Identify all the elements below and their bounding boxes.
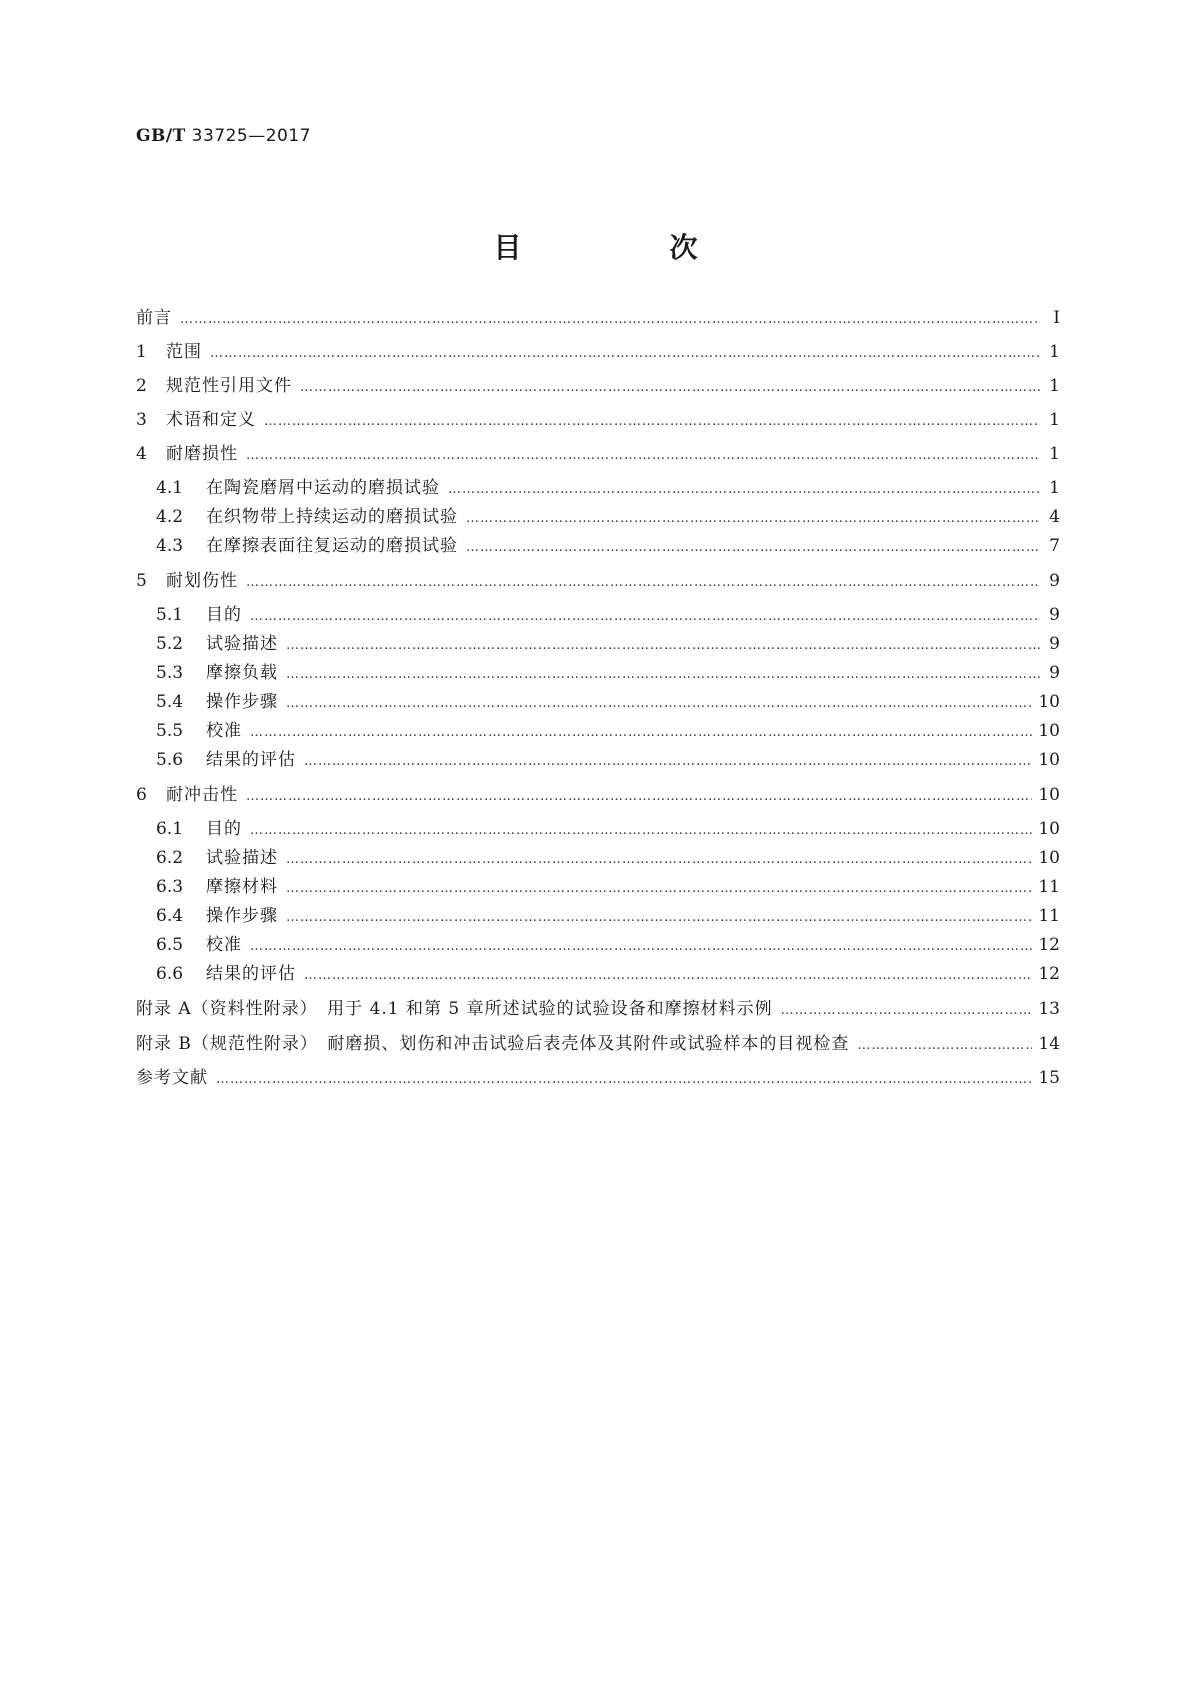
toc-entry[interactable] bbox=[136, 1063, 1060, 1093]
toc-leader-dots bbox=[448, 475, 1040, 505]
toc-entry[interactable] bbox=[156, 629, 1060, 659]
toc-leader-dots bbox=[286, 903, 1032, 933]
toc-entry[interactable] bbox=[136, 439, 1060, 469]
toc-leader-dots bbox=[246, 441, 1040, 471]
toc-entry-page: 1 bbox=[1049, 342, 1060, 362]
toc-entry-label: 附录 B（规范性附录） 耐磨损、划伤和冲击试验后表壳体及其附件或试验样本的目视检查 bbox=[136, 1034, 850, 1054]
toc-leader-dots bbox=[264, 407, 1040, 437]
toc-entry-number: 6.2 bbox=[156, 848, 184, 868]
toc-entry-page: 1 bbox=[1049, 376, 1060, 396]
toc-entry-page: 10 bbox=[1038, 721, 1060, 741]
toc-leader-dots bbox=[781, 996, 1033, 1026]
toc-entry-page: 12 bbox=[1038, 964, 1060, 984]
toc-entry[interactable] bbox=[156, 473, 1060, 503]
standard-number: 33725—2017 bbox=[191, 126, 311, 146]
toc-entry-page: 15 bbox=[1038, 1068, 1060, 1088]
toc-entry-page: 11 bbox=[1038, 877, 1060, 897]
toc-entry[interactable] bbox=[136, 994, 1060, 1024]
toc-entry-page: 9 bbox=[1049, 663, 1060, 683]
toc-entry-page: 4 bbox=[1049, 507, 1060, 527]
toc-entry-number: 3 bbox=[136, 410, 147, 430]
toc-entry-label: 结果的评估 bbox=[206, 964, 296, 984]
toc-entry-page: 11 bbox=[1038, 906, 1060, 926]
toc-entry-number: 5.4 bbox=[156, 692, 184, 712]
toc-entry[interactable] bbox=[156, 687, 1060, 717]
toc-entry-number: 6.4 bbox=[156, 906, 184, 926]
toc-entry-label: 目的 bbox=[206, 605, 242, 625]
toc-leader-dots bbox=[250, 932, 1032, 962]
toc-entry-number: 1 bbox=[136, 342, 147, 362]
toc-entry-label: 前言 bbox=[136, 308, 172, 328]
toc-entry[interactable] bbox=[156, 959, 1060, 989]
toc-entry[interactable] bbox=[136, 566, 1060, 596]
toc-entry[interactable] bbox=[156, 600, 1060, 630]
toc-entry-number: 6.5 bbox=[156, 935, 184, 955]
toc-leader-dots bbox=[286, 689, 1032, 719]
toc-entry-page: 10 bbox=[1038, 848, 1060, 868]
toc-leader-dots bbox=[286, 660, 1040, 690]
toc-entry-label: 校准 bbox=[206, 721, 242, 741]
toc-leader-dots bbox=[246, 568, 1040, 598]
toc-leader-dots bbox=[246, 782, 1032, 812]
toc-entry-number: 4.2 bbox=[156, 507, 184, 527]
toc-leader-dots bbox=[304, 747, 1032, 777]
toc-leader-dots bbox=[857, 1031, 1032, 1061]
toc-entry-page: 12 bbox=[1038, 935, 1060, 955]
toc-entry-number: 4.3 bbox=[156, 536, 184, 556]
toc-entry-label: 操作步骤 bbox=[206, 906, 278, 926]
toc-leader-dots bbox=[250, 602, 1040, 632]
toc-entry[interactable] bbox=[156, 872, 1060, 902]
toc-entry-number: 6.6 bbox=[156, 964, 184, 984]
toc-entry-page: 1 bbox=[1049, 478, 1060, 498]
toc-leader-dots bbox=[180, 305, 1040, 335]
toc-entry[interactable] bbox=[156, 930, 1060, 960]
toc-entry[interactable] bbox=[136, 1029, 1060, 1059]
toc-entry-label: 校准 bbox=[206, 935, 242, 955]
table-of-contents bbox=[136, 0, 1060, 1684]
toc-entry-number: 6 bbox=[136, 785, 147, 805]
toc-entry-page: 7 bbox=[1049, 536, 1060, 556]
toc-entry-page: 10 bbox=[1038, 819, 1060, 839]
toc-entry-page: 1 bbox=[1049, 444, 1060, 464]
toc-entry-label: 试验描述 bbox=[206, 634, 278, 654]
toc-entry-label: 参考文献 bbox=[136, 1068, 208, 1088]
toc-entry-label: 在陶瓷磨屑中运动的磨损试验 bbox=[206, 478, 440, 498]
toc-entry-number: 2 bbox=[136, 376, 147, 396]
toc-entry-label: 结果的评估 bbox=[206, 750, 296, 770]
toc-entry[interactable] bbox=[156, 502, 1060, 532]
toc-entry[interactable] bbox=[136, 780, 1060, 810]
toc-entry-page: 10 bbox=[1038, 692, 1060, 712]
toc-entry-number: 5.1 bbox=[156, 605, 184, 625]
toc-leader-dots bbox=[304, 961, 1032, 991]
toc-entry-number: 5.5 bbox=[156, 721, 184, 741]
toc-entry[interactable] bbox=[156, 901, 1060, 931]
toc-entry-number: 4.1 bbox=[156, 478, 184, 498]
toc-entry[interactable] bbox=[156, 843, 1060, 873]
toc-entry-page: 9 bbox=[1049, 571, 1060, 591]
toc-leader-dots bbox=[466, 504, 1040, 534]
toc-entry-label: 耐划伤性 bbox=[166, 571, 238, 591]
toc-entry[interactable] bbox=[156, 745, 1060, 775]
toc-entry-label: 在摩擦表面往复运动的磨损试验 bbox=[206, 536, 458, 556]
toc-entry-label: 试验描述 bbox=[206, 848, 278, 868]
toc-leader-dots bbox=[210, 339, 1040, 369]
toc-entry-label: 操作步骤 bbox=[206, 692, 278, 712]
toc-entry-page: 13 bbox=[1038, 999, 1060, 1019]
toc-entry-page: 10 bbox=[1038, 750, 1060, 770]
toc-leader-dots bbox=[286, 631, 1040, 661]
toc-entry-label: 附录 A（资料性附录） 用于 4.1 和第 5 章所述试验的试验设备和摩擦材料示例 bbox=[136, 999, 773, 1019]
toc-entry[interactable] bbox=[136, 337, 1060, 367]
toc-entry[interactable] bbox=[136, 371, 1060, 401]
page-title: 目 次 bbox=[493, 231, 758, 264]
toc-entry-page: Ⅰ bbox=[1053, 308, 1060, 328]
toc-leader-dots bbox=[466, 533, 1040, 563]
toc-entry-label: 目的 bbox=[206, 819, 242, 839]
toc-entry[interactable] bbox=[156, 531, 1060, 561]
toc-entry-page: 10 bbox=[1038, 785, 1060, 805]
toc-entry-label: 在织物带上持续运动的磨损试验 bbox=[206, 507, 458, 527]
toc-entry-label: 耐磨损性 bbox=[166, 444, 238, 464]
toc-entry-label: 规范性引用文件 bbox=[166, 376, 292, 396]
toc-entry[interactable] bbox=[136, 303, 1060, 333]
toc-entry-number: 4 bbox=[136, 444, 147, 464]
toc-entry-page: 14 bbox=[1038, 1034, 1060, 1054]
toc-leader-dots bbox=[216, 1065, 1032, 1095]
toc-entry-number: 5.6 bbox=[156, 750, 184, 770]
toc-leader-dots bbox=[250, 718, 1032, 748]
toc-entry-page: 9 bbox=[1049, 605, 1060, 625]
toc-entry-number: 6.1 bbox=[156, 819, 184, 839]
toc-entry-number: 5.3 bbox=[156, 663, 184, 683]
toc-leader-dots bbox=[286, 874, 1032, 904]
toc-entry-label: 术语和定义 bbox=[166, 410, 256, 430]
toc-entry-label: 摩擦负载 bbox=[206, 663, 278, 683]
toc-entry-number: 6.3 bbox=[156, 877, 184, 897]
toc-entry-label: 耐冲击性 bbox=[166, 785, 238, 805]
standard-prefix: GB/T bbox=[136, 126, 186, 146]
toc-entry[interactable] bbox=[156, 716, 1060, 746]
toc-entry-page: 1 bbox=[1049, 410, 1060, 430]
toc-entry[interactable] bbox=[156, 814, 1060, 844]
toc-leader-dots bbox=[286, 845, 1032, 875]
toc-entry-page: 9 bbox=[1049, 634, 1060, 654]
toc-entry-label: 摩擦材料 bbox=[206, 877, 278, 897]
toc-entry-number: 5 bbox=[136, 571, 147, 591]
toc-leader-dots bbox=[300, 373, 1040, 403]
toc-leader-dots bbox=[250, 816, 1032, 846]
toc-entry[interactable] bbox=[136, 405, 1060, 435]
toc-entry[interactable] bbox=[156, 658, 1060, 688]
toc-entry-label: 范围 bbox=[166, 342, 202, 362]
toc-entry-number: 5.2 bbox=[156, 634, 184, 654]
